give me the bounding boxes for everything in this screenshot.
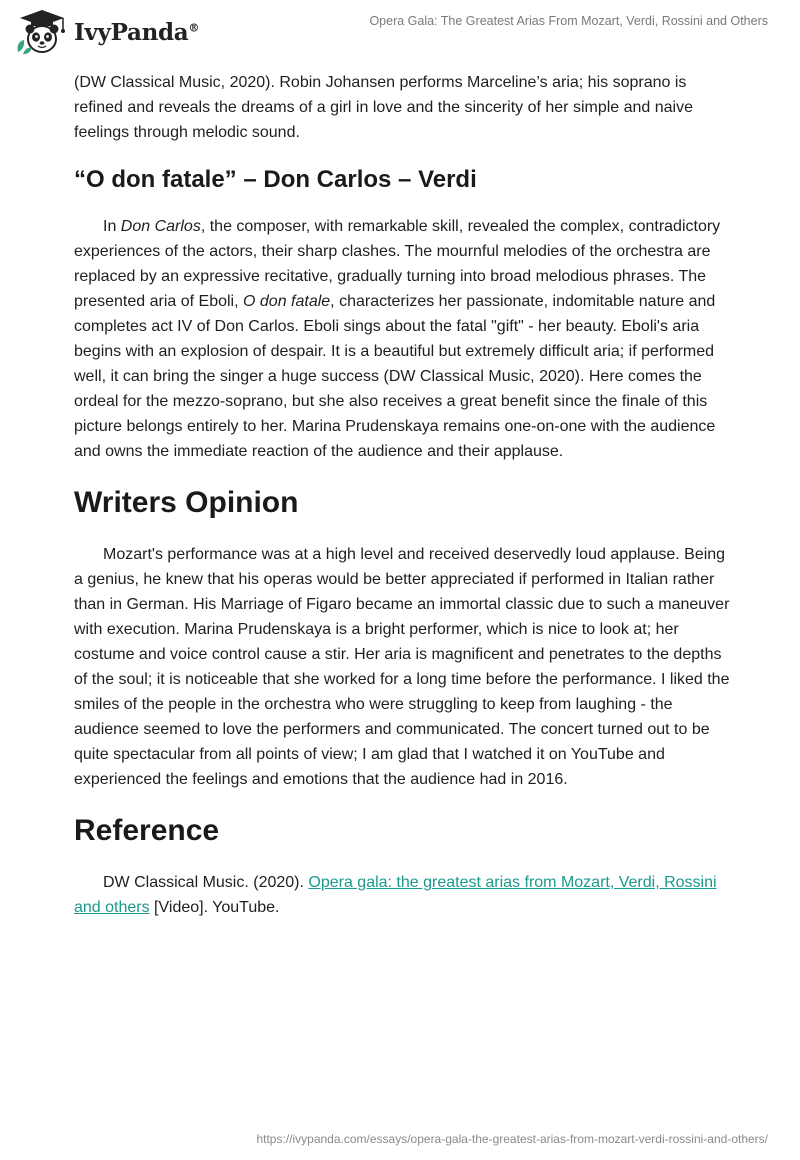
don-carlos-paragraph: In Don Carlos, the composer, with remarkable skill, revealed the complex, contradictory experiences of the actors, their sharp clashes. The mournful melodies of the orchestra are replaced by an expressive recitative, gradually turning into broad melodious phrases. The presented aria of Eboli, O don fatale, characterizes her passionate, indomitable nature and completes act IV of Don Carlos. Eboli sings about the fatal "gift" - her beauty. Eboli's aria begins with an explosion of despair. It is a beautiful but extremely difficult aria; if performed well, it can bring the singer a huge success (DW Classical Music, 2020). Here comes the ordeal for the mezzo-soprano, but she also receives a great benefit since the finale of this picture belongs entirely to her. Marina Prudenskaya remains one-on-one with the audience and owns the immediate reaction of the audience and their applause.: [74, 218, 721, 460]
don-carlos-title: Don Carlos: [120, 218, 201, 235]
panda-graduate-icon: [14, 8, 70, 56]
ivypanda-logo[interactable]: [14, 8, 199, 56]
reference-entry: DW Classical Music. (2020). Opera gala: the greatest arias from Mozart, Verdi, Rossini and others [Video]. YouTube.: [74, 874, 717, 916]
section-heading-don-carlos: “O don fatale” – Don Carlos – Verdi: [74, 166, 477, 193]
section-heading-reference: Reference: [74, 814, 220, 847]
document-title: Opera Gala: The Greatest Arias From Mozart, Verdi, Rossini and Others: [369, 14, 768, 28]
opinion-paragraph: Mozart's performance was at a high level and received deservedly loud applause. Being a genius, he knew that his operas would be better appreciated if performed in Italian rather than in German. His Marriage of Figaro became an immortal classic due to such a maneuver with execution. Marina Prudenskaya is a bright performer, which is nice to look at; her costume and voice control cause a stir. Her aria is magnificent and penetrates to the depths of the soul; it is noticeable that she worked for a long time before the performance. I liked the smiles of the people in the orchestra who were struggling to keep from laughing - the audience seemed to love the performers and communicated. The concert turned out to be quite spectacular from all points of view; I am glad that I watched it on YouTube and experienced the feelings and emotions that the audience had in 2016.: [74, 546, 730, 788]
intro-paragraph: (DW Classical Music, 2020). Robin Johansen performs Marceline’s aria; his soprano is refined and reveals the dreams of a girl in love and the sincerity of her simple and naive feelings through melodic sound.: [74, 74, 694, 141]
section-heading-opinion: Writers Opinion: [74, 486, 299, 519]
reference-video-link[interactable]: Opera gala: the greatest arias from Mozart, Verdi, Rossini and others: [74, 874, 717, 916]
footer-url: https://ivypanda.com/essays/opera-gala-the-greatest-arias-from-mozart-verdi-rossini-and-others/: [256, 1132, 768, 1146]
aria-title: O don fatale: [243, 293, 331, 310]
page-header: [0, 0, 800, 64]
essay-body: [74, 70, 734, 920]
brand-name: IvyPanda®: [74, 18, 200, 46]
